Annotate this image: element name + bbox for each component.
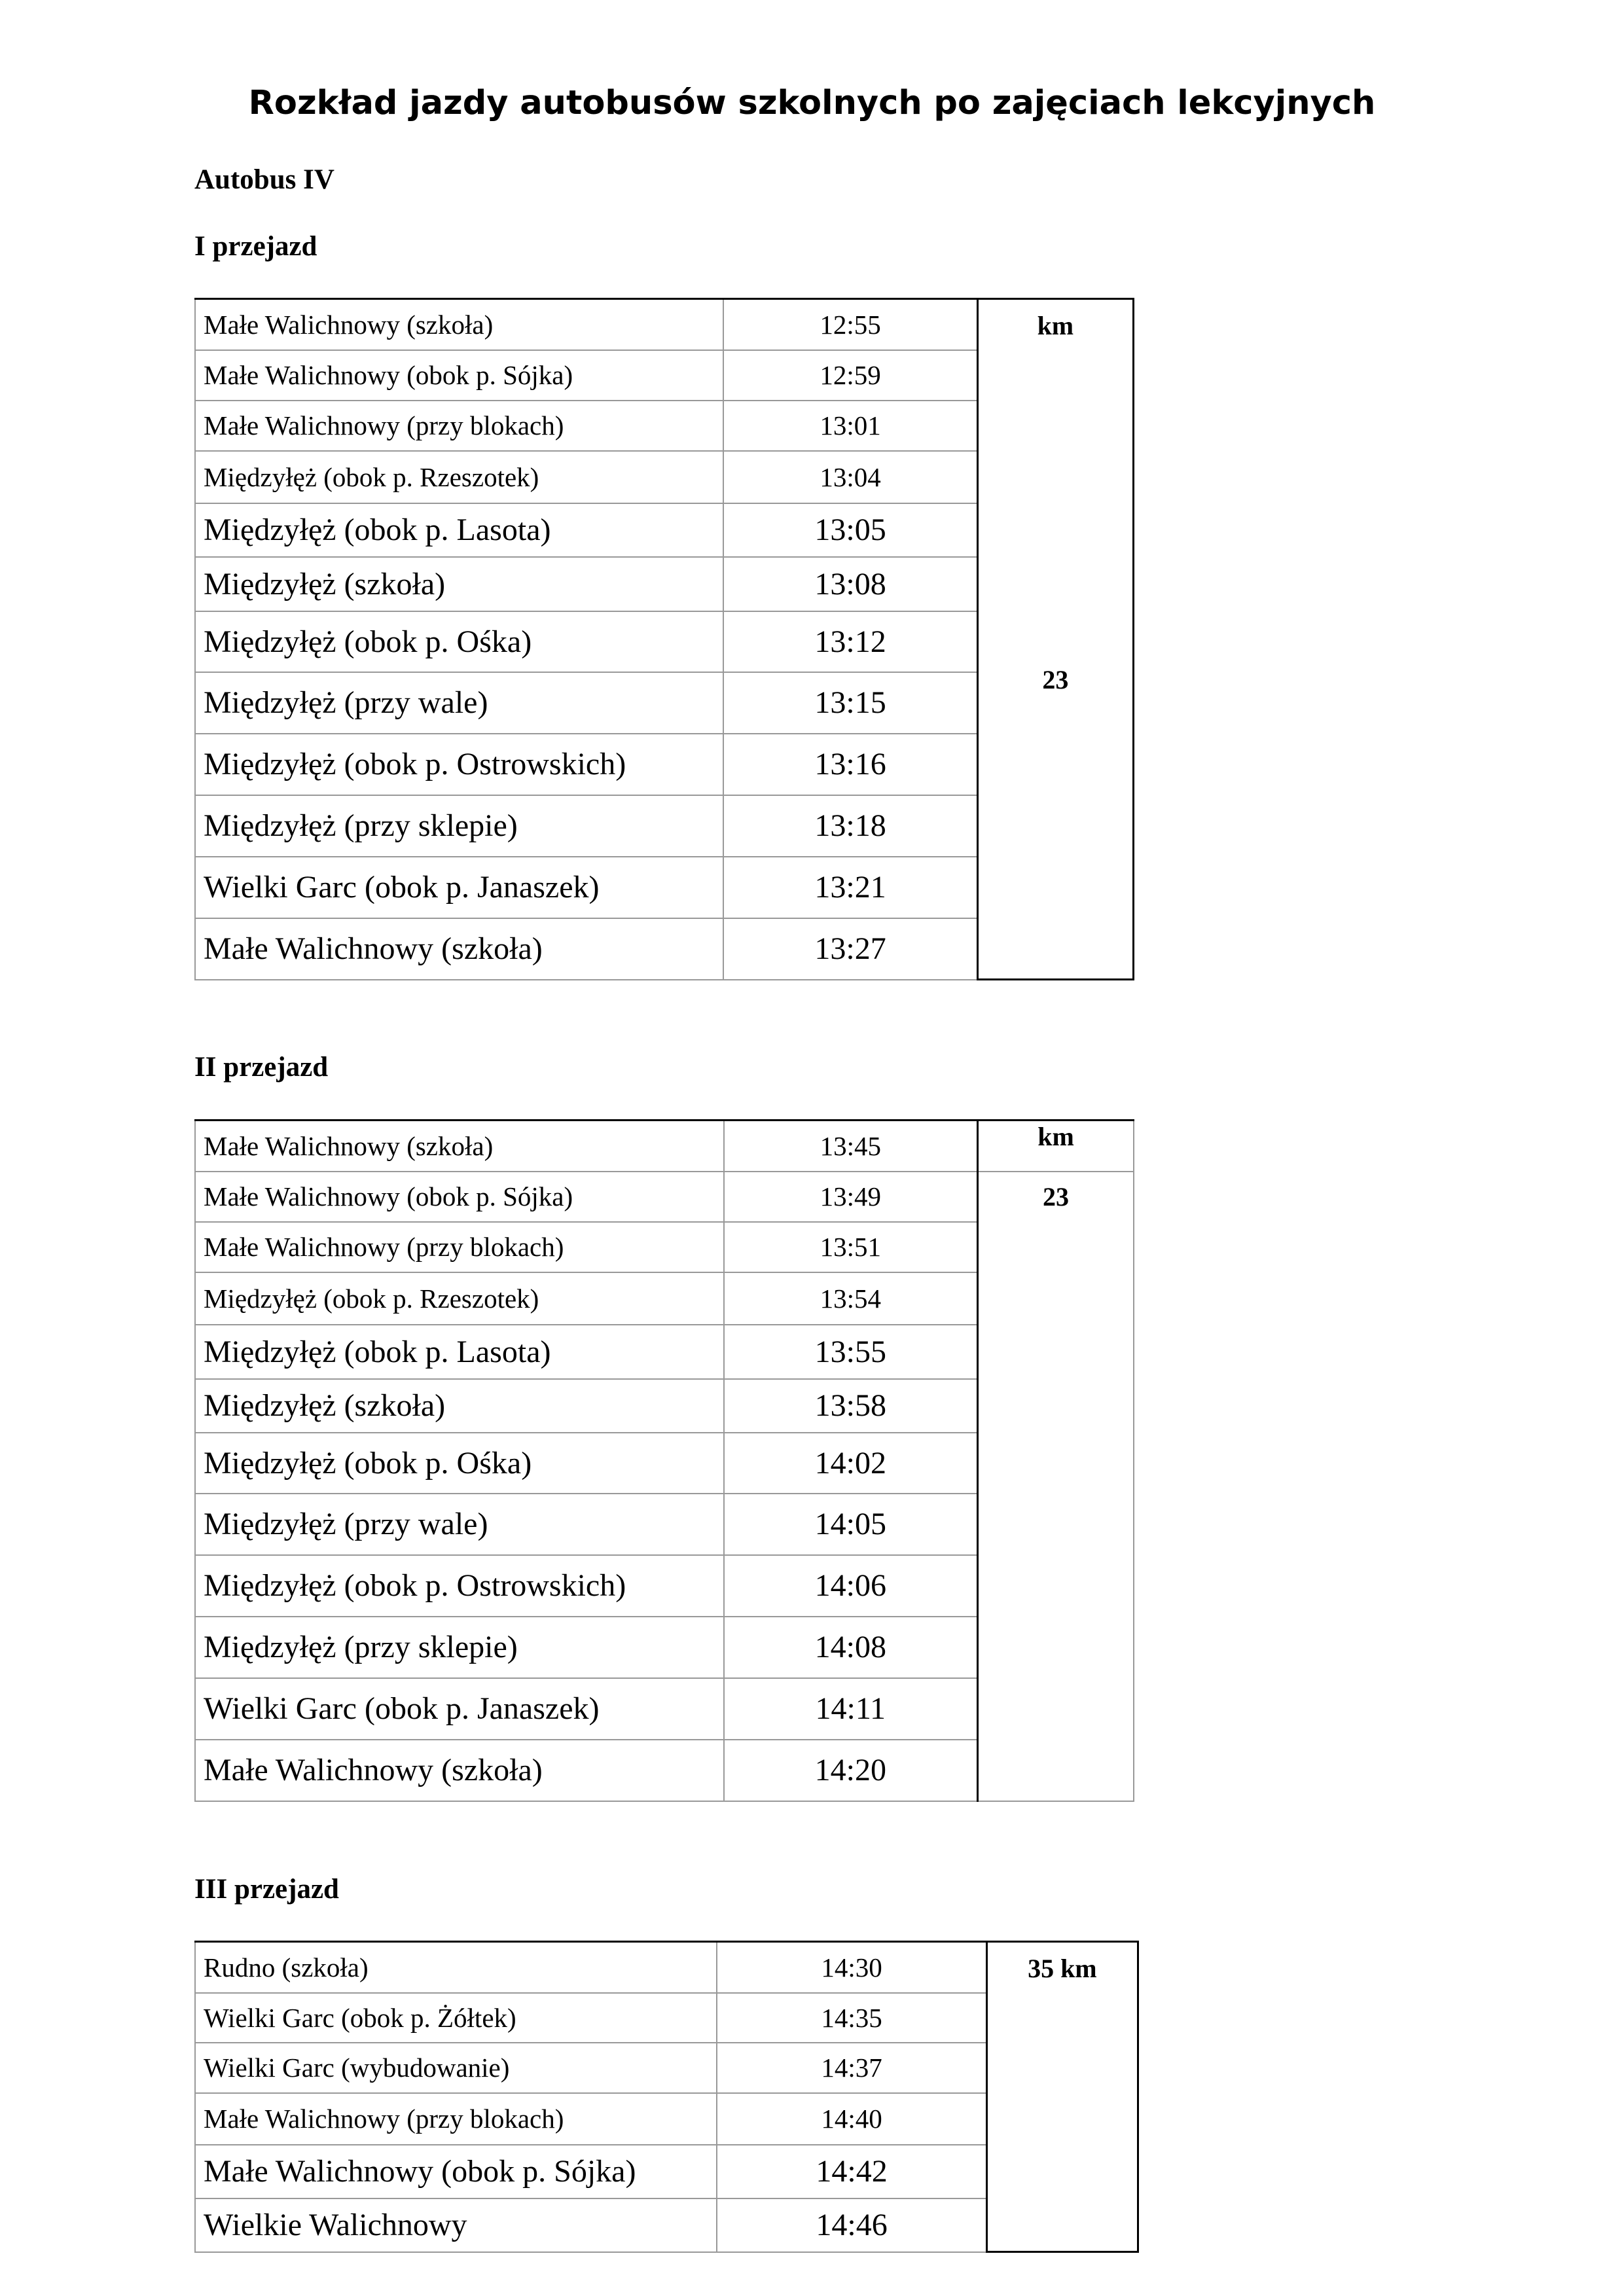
stop-name: Małe Walichnowy (szkoła) [195,299,723,350]
km-header-cell [978,1121,1134,1172]
bus-label: Autobus IV [194,164,334,195]
table-row [195,1942,1138,1993]
stop-name: Wielki Garc (obok p. Janaszek) [195,857,723,918]
departure-time: 13:16 [723,734,977,795]
stop-name: Międzyłęż (szkoła) [195,1379,724,1433]
stop-name: Międzyłęż (przy wale) [195,1494,724,1555]
stop-name: Międzyłęż (przy sklepie) [195,1617,724,1678]
stop-name: Wielki Garc (obok p. Żółtek) [195,1993,717,2043]
departure-time: 14:06 [724,1555,978,1617]
stop-name: Międzyłęż (przy sklepie) [195,795,723,857]
departure-time: 13:55 [724,1325,978,1379]
distance-cell [978,1172,1134,1801]
departure-time: 13:49 [724,1172,978,1222]
departure-time: 12:59 [723,350,977,401]
departure-time: 12:55 [723,299,977,350]
departure-time: 14:37 [717,2043,986,2093]
departure-time: 13:12 [723,611,977,672]
departure-time: 13:51 [724,1222,978,1272]
stop-name: Międzyłęż (obok p. Ośka) [195,1433,724,1494]
departure-time: 14:46 [717,2198,986,2252]
stop-name: Międzyłęż (obok p. Lasota) [195,1325,724,1379]
stop-name: Międzyłęż (obok p. Ostrowskich) [195,1555,724,1617]
km-header: km [1037,311,1074,340]
stop-name: Małe Walichnowy (szkoła) [195,1740,724,1801]
stop-name: Międzyłęż (obok p. Lasota) [195,503,723,557]
departure-time: 13:45 [724,1121,978,1172]
departure-time: 13:18 [723,795,977,857]
stop-name: Międzyłęż (obok p. Ośka) [195,611,723,672]
trip-1-label: I przejazd [194,231,317,262]
distance-cell [977,299,1133,980]
departure-time: 14:08 [724,1617,978,1678]
stop-name: Wielkie Walichnowy [195,2198,717,2252]
trip-1-table [194,298,1134,980]
departure-time: 13:05 [723,503,977,557]
stop-name: Międzyłęż (przy wale) [195,672,723,734]
departure-time: 13:21 [723,857,977,918]
departure-time: 13:54 [724,1272,978,1325]
trip-3-label: III przejazd [194,1874,339,1905]
km-header: 35 km [1028,1954,1097,1983]
departure-time: 14:30 [717,1942,986,1993]
trip-3-table [194,1941,1139,2253]
km-value: 23 [1042,665,1069,694]
departure-time: 14:05 [724,1494,978,1555]
stop-name: Małe Walichnowy (przy blokach) [195,1222,724,1272]
departure-time: 14:35 [717,1993,986,2043]
stop-name: Małe Walichnowy (szkoła) [195,918,723,980]
table-row [195,299,1134,350]
stop-name: Małe Walichnowy (przy blokach) [195,2093,717,2145]
departure-time: 14:40 [717,2093,986,2145]
km-header: km [1038,1122,1074,1151]
km-value: 23 [1043,1181,1070,1211]
stop-name: Małe Walichnowy (obok p. Sójka) [195,1172,724,1222]
departure-time: 13:01 [723,401,977,451]
stop-name: Rudno (szkoła) [195,1942,717,1993]
stop-name: Małe Walichnowy (przy blokach) [195,401,723,451]
stop-name: Międzyłęż (obok p. Rzeszotek) [195,1272,724,1325]
stop-name: Międzyłęż (obok p. Ostrowskich) [195,734,723,795]
stop-name: Małe Walichnowy (obok p. Sójka) [195,2145,717,2198]
departure-time: 14:02 [724,1433,978,1494]
departure-time: 13:27 [723,918,977,980]
distance-cell [986,1942,1138,2252]
table-row [195,1121,1134,1172]
stop-name: Międzyłęż (szkoła) [195,557,723,611]
stop-name: Małe Walichnowy (obok p. Sójka) [195,350,723,401]
stop-name: Małe Walichnowy (szkoła) [195,1121,724,1172]
departure-time: 14:42 [717,2145,986,2198]
departure-time: 13:58 [724,1379,978,1433]
departure-time: 13:08 [723,557,977,611]
departure-time: 13:04 [723,451,977,503]
trip-2-table [194,1119,1134,1802]
stop-name: Wielki Garc (wybudowanie) [195,2043,717,2093]
stop-name: Wielki Garc (obok p. Janaszek) [195,1678,724,1740]
trip-2-label: II przejazd [194,1052,329,1083]
table-row [195,1172,1134,1222]
departure-time: 14:11 [724,1678,978,1740]
page-title: Rozkład jazdy autobusów szkolnych po zajęciach lekcyjnych [248,84,1376,122]
stop-name: Międzyłęż (obok p. Rzeszotek) [195,451,723,503]
departure-time: 14:20 [724,1740,978,1801]
departure-time: 13:15 [723,672,977,734]
